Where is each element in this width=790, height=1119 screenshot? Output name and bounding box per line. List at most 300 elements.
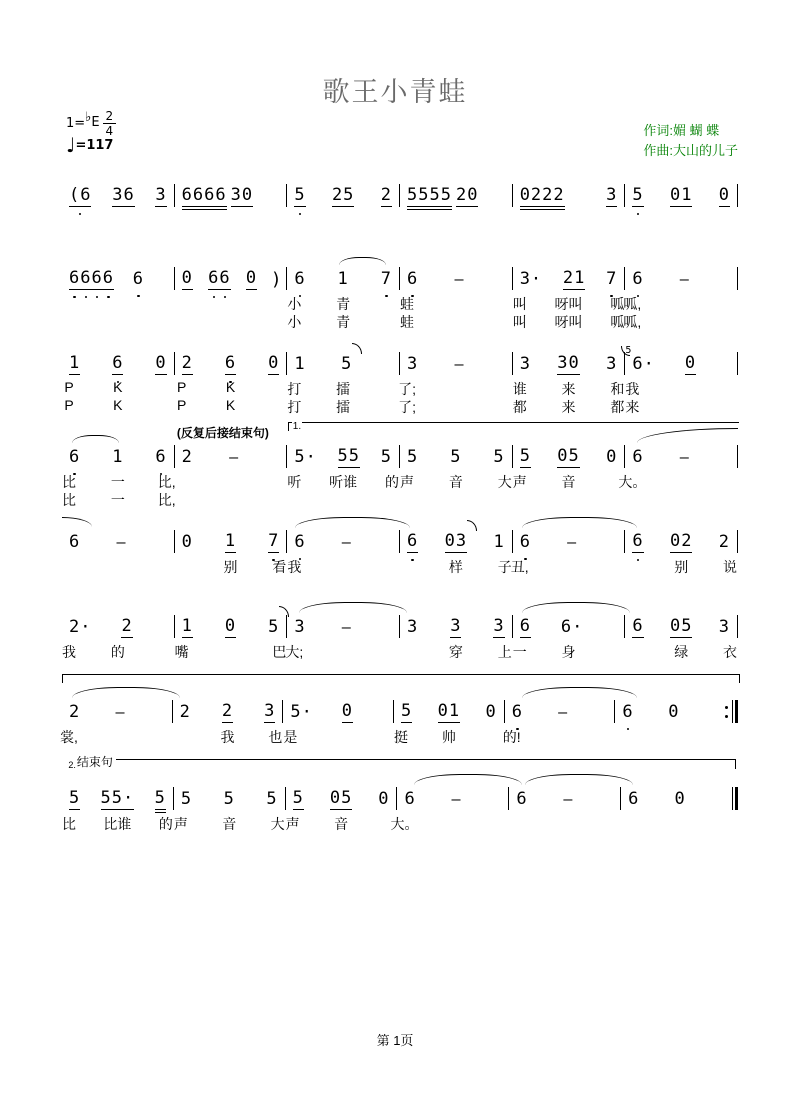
note-token: 5 <box>292 788 304 808</box>
lyric-syllable: 的 <box>158 816 173 832</box>
composer-credit: 作曲:大山的儿子 <box>643 143 738 158</box>
measure <box>62 614 174 660</box>
measure <box>60 699 172 745</box>
note-token: 6 <box>294 269 305 290</box>
lyric-syllable: 小 <box>287 314 302 330</box>
note-token: 5 <box>294 185 305 207</box>
note-token: 6 <box>404 789 416 809</box>
measure <box>62 183 174 207</box>
lyrics-row-1 <box>173 814 285 832</box>
note-token: 2 <box>181 447 193 467</box>
note-token: 6 <box>520 532 531 553</box>
measure <box>625 345 737 415</box>
lyric-syllable: 丑, <box>510 559 529 575</box>
octave-dots <box>622 728 633 731</box>
lyric-syllable: 听 <box>287 474 302 490</box>
time-signature <box>103 110 117 137</box>
measure <box>625 529 738 575</box>
note-token: – <box>558 703 569 721</box>
measure <box>175 351 287 413</box>
measure <box>512 444 625 490</box>
lyrics-row-1 <box>623 294 730 312</box>
note-token: 30 <box>557 353 580 373</box>
lyrics-row-1 <box>502 727 608 745</box>
note-token: 2· <box>69 617 92 637</box>
note-token: – <box>341 533 352 551</box>
measure <box>509 786 620 810</box>
lyric-syllable: 声 <box>173 816 188 832</box>
slur-arc <box>339 257 386 265</box>
note-token: 25 <box>331 185 355 205</box>
lyrics-row-2 <box>512 312 625 330</box>
lyric-syllable: 都 <box>512 399 527 415</box>
measure <box>512 351 625 415</box>
note-token: 6 <box>628 789 640 809</box>
note-token: 5 <box>493 447 505 467</box>
lyric-syllable: 呱, <box>623 296 642 312</box>
note-token: 0 <box>718 185 731 205</box>
measure <box>62 786 173 832</box>
lyrics-row-2 <box>62 490 176 508</box>
music-line-5 <box>62 529 738 595</box>
page-title: 歌王小青蛙 <box>322 77 468 107</box>
slur-arc <box>295 517 410 528</box>
note-token: 6 <box>69 447 80 468</box>
key-signature <box>66 108 116 138</box>
note-token: 5 <box>632 185 643 207</box>
note-token: – <box>341 618 352 636</box>
slur-arc <box>62 517 92 527</box>
lyrics-row-1 <box>407 642 512 660</box>
measure <box>287 266 399 330</box>
measure <box>400 266 512 330</box>
measure <box>173 786 285 832</box>
measure <box>174 614 287 660</box>
lyric-syllable: 别 <box>674 559 689 575</box>
note-token: 2 <box>380 185 393 205</box>
note-token: 5 <box>180 789 193 809</box>
lyric-syllable: 打 <box>287 381 302 397</box>
lyrics-row-1 <box>390 814 501 832</box>
lyric-syllable: 的 <box>385 474 400 490</box>
note-token: 6 <box>407 531 418 553</box>
note-token: 5 <box>401 701 413 721</box>
note-token: 6 <box>516 789 528 809</box>
note-token: 6 <box>407 269 418 290</box>
slur-arc <box>299 602 407 613</box>
lyric-syllable: 音 <box>561 474 576 490</box>
flat-icon: ♭ <box>85 109 92 125</box>
note-token: 5 <box>341 354 352 375</box>
lyrics-row-1 <box>512 294 625 312</box>
measure <box>400 614 512 660</box>
lyric-syllable: 子 <box>497 559 512 575</box>
lyric-syllable: 呀叫 <box>554 314 583 330</box>
lyrics-row-1 <box>180 727 283 745</box>
lyric-syllable: 了; <box>398 381 416 397</box>
lyric-syllable: 一 <box>110 474 125 490</box>
lyrics-row-1 <box>287 472 400 490</box>
measure <box>62 529 174 553</box>
note-token: ) <box>272 269 280 290</box>
lyric-syllable: 比 <box>62 816 76 832</box>
note-token: 05 <box>329 788 353 808</box>
note-token: 0 <box>155 353 167 373</box>
lyrics-row-1 <box>287 379 392 397</box>
note-token: 5· <box>294 447 317 467</box>
note-token: 2 <box>181 353 193 373</box>
note-token: 0 <box>224 616 237 636</box>
measure <box>623 266 737 330</box>
lyrics-row-1 <box>510 557 618 575</box>
lyrics-row-1 <box>512 379 625 397</box>
lyric-syllable: 呱, <box>623 314 642 330</box>
lyrics-row-1 <box>177 379 280 396</box>
lyrics-row-1 <box>285 642 392 660</box>
lyrics-row-1 <box>64 379 167 396</box>
measure <box>287 529 399 575</box>
note-token: 1 <box>181 616 193 636</box>
measure <box>287 444 400 490</box>
lyric-syllable: 青 <box>336 296 351 312</box>
note-token: 5555 <box>407 185 452 207</box>
measure <box>625 614 738 660</box>
lyric-syllable: 嘴 <box>174 644 189 660</box>
note-token: 6 <box>69 532 81 552</box>
tempo-value: =117 <box>75 137 114 153</box>
lyrics-row-1 <box>62 642 167 660</box>
note-token: 2 <box>718 532 731 552</box>
lyric-syllable: 我 <box>287 559 302 575</box>
note-token: 5 <box>380 447 392 467</box>
lyric-syllable: K <box>113 379 123 395</box>
lyric-syllable: 是 <box>283 729 298 745</box>
tempo-marking <box>66 133 116 157</box>
lyric-syllable: 叫 <box>512 296 527 312</box>
music-line-1 <box>62 183 738 249</box>
note-token: – <box>454 270 465 288</box>
volta-2-label: 2.结束句 <box>65 753 116 770</box>
octave-dots <box>69 213 91 216</box>
lyric-syllable: 我 <box>62 644 76 660</box>
note-token: 6 <box>512 702 523 723</box>
lyrics-row-2 <box>64 397 167 414</box>
measure <box>400 444 512 490</box>
note-token: 5 <box>266 789 278 809</box>
music-line-3 <box>62 345 738 417</box>
note-token: – <box>115 703 126 721</box>
music-line-8 <box>62 755 738 852</box>
lyric-syllable: 裳, <box>60 729 78 745</box>
note-token: 02 <box>669 531 693 551</box>
lyrics-row-2 <box>398 397 505 415</box>
measure <box>62 351 174 413</box>
music-line-6 <box>62 614 738 680</box>
measure <box>398 351 512 415</box>
lyric-syllable: 擂 <box>336 399 351 415</box>
note-token: – <box>454 355 465 373</box>
note-token: 0 <box>245 268 258 288</box>
time-signature-numerator: 2 <box>103 110 117 124</box>
slur-arc <box>522 602 630 613</box>
note-token: 3 <box>493 616 505 636</box>
lyric-syllable: 身 <box>561 644 576 660</box>
octave-dots <box>632 213 643 216</box>
lyric-syllable: 也 <box>268 729 283 745</box>
note-token: 6 <box>632 447 644 467</box>
note-token: 3· <box>519 269 543 289</box>
lyric-syllable: 来 <box>625 399 640 415</box>
lyrics-row-2 <box>623 312 730 330</box>
note-token: – <box>679 448 690 466</box>
barline <box>737 184 738 207</box>
lyric-syllable: 大 <box>270 816 285 832</box>
lyrics-row-1 <box>512 472 618 490</box>
lyric-syllable: 帅 <box>441 729 456 745</box>
lyric-syllable: 我 <box>625 381 640 397</box>
note-token: 6 <box>155 447 166 468</box>
lyric-syllable: 上 <box>497 644 512 660</box>
measure <box>618 444 737 490</box>
lyric-syllable: 绿 <box>674 644 689 660</box>
lyric-syllable: 呱 <box>610 314 625 330</box>
key-prefix: 1= <box>66 115 86 131</box>
measure <box>175 266 287 290</box>
note-token: 6 <box>632 269 643 290</box>
note-token: 5 <box>268 617 279 638</box>
repeat-end-barline <box>725 700 738 723</box>
lyric-syllable: 我 <box>220 729 235 745</box>
measure <box>175 444 287 468</box>
lyric-syllable: 的 <box>110 644 125 660</box>
note-token: 3 <box>519 354 531 374</box>
music-line-7 <box>62 699 738 765</box>
lyric-syllable: 比谁 <box>103 816 132 832</box>
octave-dots <box>69 296 114 299</box>
octave-dots <box>133 295 144 298</box>
lyric-syllable: 擂 <box>336 381 351 397</box>
lyric-syllable: 音 <box>448 474 463 490</box>
lyric-syllable: 说 <box>723 559 738 575</box>
note-token: 3 <box>294 617 306 637</box>
portamento-hook <box>352 343 362 354</box>
lyric-syllable: K <box>225 397 236 413</box>
volta-1-label: 1. <box>292 421 302 432</box>
lyrics-row-2 <box>625 397 730 415</box>
lyricist-credit: 作词:媚 蝴 蝶 <box>643 123 720 138</box>
grace-note: 5 <box>625 345 632 356</box>
music-line-4 <box>62 421 738 510</box>
lyrics-row-2 <box>512 397 625 415</box>
lyric-syllable: 声 <box>400 474 415 490</box>
page-footer: 第 1页 <box>376 1033 414 1048</box>
measure <box>285 614 399 660</box>
measure <box>287 183 399 207</box>
lyric-syllable: 声 <box>285 816 300 832</box>
measure <box>512 266 625 330</box>
note-token: 1 <box>224 531 237 551</box>
lyric-syllable: 声 <box>512 474 527 490</box>
lyric-syllable: 叫 <box>512 314 527 330</box>
note-token: 0222 <box>520 185 565 207</box>
octave-dots <box>208 296 230 299</box>
lyric-syllable: 穿 <box>448 644 463 660</box>
slur-arc <box>72 435 119 443</box>
note-token: 0 <box>684 353 697 373</box>
lyrics-row-1 <box>287 294 392 312</box>
note-token: 7 <box>268 531 279 553</box>
lyrics-row-1 <box>283 727 386 745</box>
note-token: 30 <box>230 185 254 205</box>
lyrics-row-1 <box>400 294 505 312</box>
note-token: 3 <box>606 354 618 374</box>
lyric-syllable: 大; <box>285 644 304 660</box>
measure <box>625 183 737 207</box>
barline <box>737 445 738 468</box>
note-token: 20 <box>455 185 479 205</box>
slur-arc <box>522 517 637 528</box>
barline <box>737 267 738 290</box>
lyric-syllable: 蛙 <box>400 314 415 330</box>
lyric-syllable: K <box>113 397 123 413</box>
measure <box>400 529 512 575</box>
note-token: 66 <box>208 268 230 290</box>
key-letter: E <box>91 114 100 130</box>
lyrics-row-1 <box>400 472 512 490</box>
lyrics-row-1 <box>182 557 287 575</box>
lyric-syllable: 衣 <box>723 644 738 660</box>
note-token: 0 <box>181 268 193 288</box>
note-token: 0 <box>674 789 686 809</box>
note-token: 5 <box>450 447 462 467</box>
barline <box>737 615 738 638</box>
note-token: 1 <box>493 532 505 552</box>
note-token: 6· 5 <box>632 354 654 375</box>
note-token: 21 <box>562 268 586 288</box>
note-token: 7 <box>606 269 617 290</box>
lyrics-row-1 <box>287 557 392 575</box>
lyrics-row-2 <box>177 397 280 414</box>
note-token: 3 <box>155 185 167 205</box>
note-token: 5 <box>155 788 166 810</box>
note-token: 0 <box>181 532 193 552</box>
note-token: 0 <box>668 702 680 722</box>
lyric-syllable: 来 <box>561 399 576 415</box>
note-token: 6 <box>632 616 644 636</box>
lyric-syllable: 样 <box>448 559 463 575</box>
octave-dots <box>294 213 305 216</box>
note-token: 05 <box>669 616 693 636</box>
note-token: 6 <box>112 353 123 375</box>
lyrics-row-1 <box>407 557 512 575</box>
note-token: 6 <box>294 532 305 553</box>
measure <box>621 786 732 810</box>
lyric-syllable: P <box>177 379 187 395</box>
key-signature-block <box>66 108 116 157</box>
lyrics-row-2 <box>400 312 505 330</box>
volta-2-bracket <box>65 755 735 770</box>
lyrics-row-1 <box>62 814 173 832</box>
lyric-syllable: 小 <box>287 296 302 312</box>
volta-1-bracket <box>288 422 739 431</box>
lyric-syllable: 呀叫 <box>554 296 583 312</box>
quarter-note-icon: ♩ <box>66 133 76 157</box>
note-token: – <box>116 533 127 551</box>
lyrics-row-1 <box>62 472 176 490</box>
lyric-syllable: 呱 <box>610 296 625 312</box>
note-token: 05 <box>557 446 580 466</box>
note-token: 5 <box>223 789 235 809</box>
measure <box>615 699 725 723</box>
lyric-syllable: 比 <box>62 474 76 490</box>
measure <box>173 699 283 745</box>
measure <box>283 699 393 745</box>
slur-arc <box>414 774 522 785</box>
note-token: 0 <box>268 353 280 373</box>
note-token: 3 <box>718 617 731 637</box>
note-token: 36 <box>112 185 135 205</box>
note-token: 2 <box>69 702 81 722</box>
credits <box>643 121 738 161</box>
lyric-syllable: 打 <box>287 399 302 415</box>
lyric-syllable: 青 <box>336 314 351 330</box>
note-token: 1 <box>112 447 124 467</box>
note-token: 0 <box>378 789 390 809</box>
note-token: 0 <box>606 447 618 467</box>
lyrics-row-1 <box>618 472 730 490</box>
note-token: (6 <box>69 185 91 207</box>
note-token: – <box>563 790 574 808</box>
note-token: 3 <box>264 701 276 721</box>
measure <box>513 183 625 207</box>
lyric-syllable: 音 <box>334 816 349 832</box>
lyric-syllable: 比, <box>157 492 176 508</box>
measure <box>175 529 287 575</box>
lyric-syllable: 一 <box>110 492 125 508</box>
lyric-syllable: 比, <box>157 474 176 490</box>
lyric-syllable: 巴 <box>272 644 287 660</box>
note-token: 55 <box>337 446 361 466</box>
lyric-syllable: 的! <box>502 729 521 745</box>
note-token: 6 <box>632 531 643 553</box>
lyric-syllable: 都 <box>610 399 625 415</box>
measure <box>285 786 397 832</box>
measure <box>394 699 504 745</box>
lyric-syllable: 大。 <box>390 816 419 832</box>
lyric-syllable: 挺 <box>394 729 409 745</box>
note-token: 3 <box>450 616 462 636</box>
note-token: – <box>451 790 462 808</box>
lyric-syllable: 蛙 <box>400 296 415 312</box>
measure <box>512 614 625 660</box>
lyrics-row-1 <box>632 557 738 575</box>
note-token: 6 <box>133 269 144 290</box>
lyric-syllable: 音 <box>222 816 237 832</box>
note-token: 55· <box>100 788 135 808</box>
slur-arc <box>72 687 180 698</box>
slur-arc <box>525 774 633 785</box>
lyric-syllable: 听谁 <box>329 474 358 490</box>
note-token: – <box>679 270 690 288</box>
barline <box>737 530 738 553</box>
measure <box>62 444 176 508</box>
note-token: 6 <box>519 616 531 636</box>
note-token: 5 <box>519 446 531 466</box>
lyric-syllable: 和 <box>610 381 625 397</box>
lyric-syllable: 一 <box>512 644 527 660</box>
lyrics-row-2 <box>287 397 392 415</box>
music-line-2 <box>62 266 738 332</box>
